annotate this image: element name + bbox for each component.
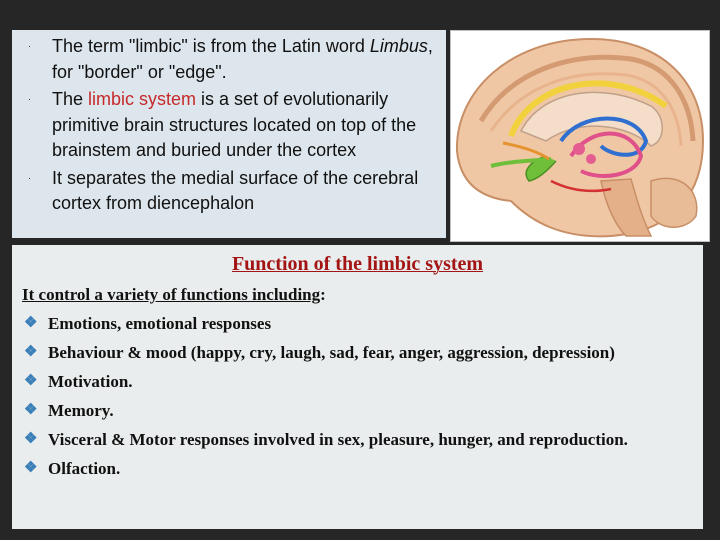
intro-bullet-item <box>12 87 442 164</box>
brain-illustration-icon <box>451 31 709 241</box>
function-text: Visceral & Motor responses involved in sex, pleasure, hunger, and reproduction. <box>48 430 628 449</box>
function-text: Motivation. <box>48 372 133 391</box>
bullet-dot-icon: · <box>28 41 31 51</box>
function-text: Olfaction. <box>48 459 121 478</box>
functions-intro-colon: : <box>320 285 326 304</box>
functions-intro-text: It control a variety of functions including <box>22 285 321 304</box>
function-item <box>24 312 694 336</box>
bullet-text: is a set of evolutionarily primitive brain structures located on top of the brainstem and buried under the cortex <box>52 89 417 160</box>
bullet-dot-icon: · <box>28 94 31 104</box>
function-text: Behaviour & mood (happy, cry, laugh, sad, fear, anger, aggression, depression) <box>48 343 615 362</box>
bullet-dot-icon: · <box>28 172 31 183</box>
diamond-bullet-icon: ❖ <box>24 402 38 418</box>
diamond-bullet-icon: ❖ <box>24 315 38 331</box>
latin-word: Limbus <box>369 36 428 56</box>
intro-panel <box>12 30 446 238</box>
diamond-bullet-icon: ❖ <box>24 431 38 447</box>
intro-bullet-item <box>12 166 442 217</box>
diamond-bullet-icon: ❖ <box>24 373 38 389</box>
function-item <box>24 341 694 365</box>
function-item <box>24 428 694 452</box>
functions-intro <box>22 285 326 305</box>
bullet-text: The term "limbic" is from the Latin word <box>52 36 370 56</box>
functions-title: Function of the limbic system <box>231 253 484 275</box>
function-text: Emotions, emotional responses <box>48 314 272 333</box>
function-item <box>24 370 694 394</box>
functions-list <box>24 312 694 486</box>
brain-image <box>450 30 710 242</box>
highlighted-term: limbic system <box>88 89 197 109</box>
function-item <box>24 457 694 481</box>
bullet-text: The <box>52 89 89 109</box>
bullet-text: , for "border" or "edge". <box>52 36 433 82</box>
intro-bullet-list <box>12 34 442 219</box>
function-text: Memory. <box>48 401 114 420</box>
diamond-bullet-icon: ❖ <box>24 344 38 360</box>
function-item <box>24 399 694 423</box>
intro-bullet-item <box>12 34 442 85</box>
diamond-bullet-icon: ❖ <box>24 460 38 476</box>
functions-panel <box>12 245 703 529</box>
bullet-text: It separates the medial surface of the cerebral cortex from diencephalon <box>52 167 419 213</box>
